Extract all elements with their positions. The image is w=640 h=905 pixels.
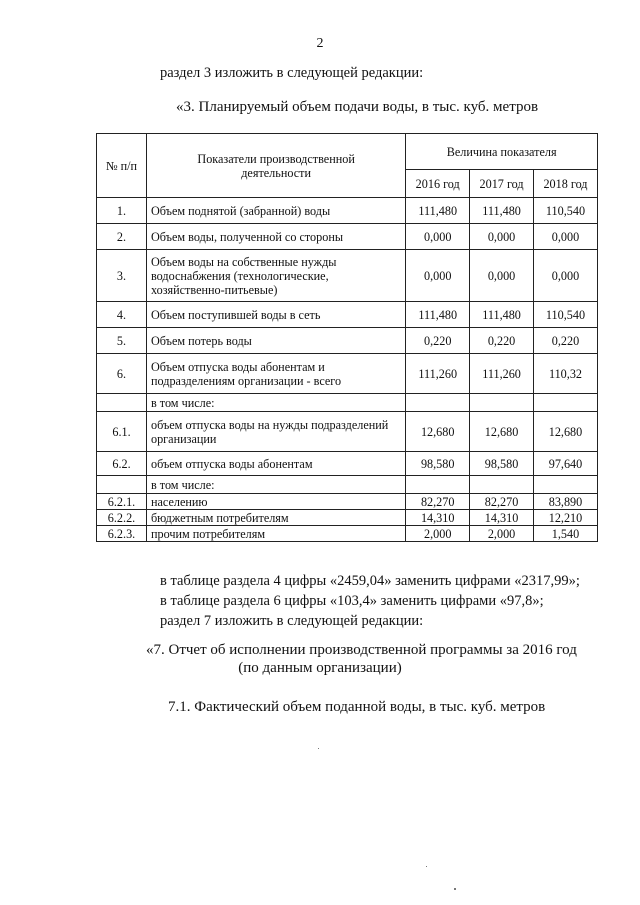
row-value — [406, 476, 470, 494]
row-value: 82,270 — [406, 494, 470, 510]
table-row — [97, 452, 598, 476]
row-value: 0,000 — [533, 250, 597, 302]
row-value: 98,580 — [470, 452, 534, 476]
section7-title-line1: «7. Отчет об исполнении производственной программы за 2016 год — [146, 642, 577, 658]
table-row — [97, 354, 598, 394]
amendment-line-3: раздел 7 изложить в следующей редакции: — [160, 613, 424, 629]
row-num: 6.2.3. — [97, 526, 147, 542]
header-indicator: Показатели производственной деятельности — [146, 134, 405, 198]
section7-title-line2: (по данным организации) — [238, 660, 402, 676]
table-row — [97, 510, 598, 526]
row-value: 111,260 — [470, 354, 534, 394]
header-value: Величина показателя — [406, 134, 598, 170]
row-value: 110,540 — [533, 302, 597, 328]
row-value: 14,310 — [406, 510, 470, 526]
row-value: 111,260 — [406, 354, 470, 394]
row-name: прочим потребителям — [146, 526, 405, 542]
row-value: 12,680 — [470, 412, 534, 452]
row-num: 4. — [97, 302, 147, 328]
row-value: 1,540 — [533, 526, 597, 542]
section3-title: «3. Планируемый объем подачи воды, в тыс. куб. метров — [176, 99, 539, 115]
row-num — [97, 476, 147, 494]
row-num: 6.2.1. — [97, 494, 147, 510]
row-value: 110,32 — [533, 354, 597, 394]
section71-title: 7.1. Фактический объем поданной воды, в тыс. куб. метров — [168, 699, 546, 715]
year-2018: 2018 год — [533, 170, 597, 198]
row-num: 3. — [97, 250, 147, 302]
row-value: 111,480 — [470, 302, 534, 328]
year-2016: 2016 год — [406, 170, 470, 198]
row-value: 82,270 — [470, 494, 534, 510]
row-value: 12,680 — [406, 412, 470, 452]
row-value: 2,000 — [406, 526, 470, 542]
row-value: 0,000 — [470, 250, 534, 302]
row-value: 98,580 — [406, 452, 470, 476]
row-value: 14,310 — [470, 510, 534, 526]
row-value — [406, 394, 470, 412]
amendment-line-2: в таблице раздела 6 цифры «103,4» заменить цифрами «97,8»; — [160, 593, 544, 609]
table-row — [97, 412, 598, 452]
row-value: 0,000 — [533, 224, 597, 250]
row-name: бюджетным потребителям — [146, 510, 405, 526]
table-row — [97, 394, 598, 412]
row-name: объем отпуска воды абонентам — [146, 452, 405, 476]
row-value — [470, 476, 534, 494]
row-value: 0,220 — [406, 328, 470, 354]
row-num: 2. — [97, 224, 147, 250]
row-value: 111,480 — [470, 198, 534, 224]
scan-speck — [426, 866, 427, 867]
row-value: 111,480 — [406, 198, 470, 224]
table-row — [97, 494, 598, 510]
table-header-row — [97, 134, 598, 170]
row-value: 0,000 — [406, 250, 470, 302]
scan-speck — [454, 888, 456, 890]
row-num: 6.2.2. — [97, 510, 147, 526]
row-name: Объем поступившей воды в сеть — [146, 302, 405, 328]
intro-text: раздел 3 изложить в следующей редакции: — [160, 65, 424, 81]
row-value: 0,000 — [406, 224, 470, 250]
row-value: 0,220 — [470, 328, 534, 354]
row-value: 0,000 — [470, 224, 534, 250]
row-value — [533, 476, 597, 494]
row-value: 111,480 — [406, 302, 470, 328]
table-row — [97, 526, 598, 542]
row-value: 110,540 — [533, 198, 597, 224]
page-number: 2 — [316, 36, 324, 51]
row-name: в том числе: — [146, 476, 405, 494]
row-num: 6.1. — [97, 412, 147, 452]
row-name: Объем воды, полученной со стороны — [146, 224, 405, 250]
row-name: Объем воды на собственные нужды водоснабжения (технологические, хозяйственно-питьевые) — [146, 250, 405, 302]
row-name: Объем потерь воды — [146, 328, 405, 354]
table-row — [97, 224, 598, 250]
row-name: в том числе: — [146, 394, 405, 412]
row-value: 0,220 — [533, 328, 597, 354]
scan-speck — [318, 748, 319, 749]
amendment-line-1: в таблице раздела 4 цифры «2459,04» заменить цифрами «2317,99»; — [160, 573, 580, 589]
row-name: Объем отпуска воды абонентам и подразделениям организации - всего — [146, 354, 405, 394]
table-row — [97, 250, 598, 302]
row-value: 12,210 — [533, 510, 597, 526]
row-name: объем отпуска воды на нужды подразделений организации — [146, 412, 405, 452]
table-row — [97, 476, 598, 494]
row-num — [97, 394, 147, 412]
row-num: 6.2. — [97, 452, 147, 476]
header-num: № п/п — [97, 134, 147, 198]
row-num: 1. — [97, 198, 147, 224]
row-value — [533, 394, 597, 412]
row-value — [470, 394, 534, 412]
row-name: населению — [146, 494, 405, 510]
row-num: 5. — [97, 328, 147, 354]
indicators-table — [96, 133, 598, 542]
table-row — [97, 302, 598, 328]
table-row — [97, 198, 598, 224]
table-row — [97, 328, 598, 354]
row-value: 97,640 — [533, 452, 597, 476]
row-num: 6. — [97, 354, 147, 394]
row-value: 2,000 — [470, 526, 534, 542]
year-2017: 2017 год — [470, 170, 534, 198]
row-value: 12,680 — [533, 412, 597, 452]
row-name: Объем поднятой (забранной) воды — [146, 198, 405, 224]
row-value: 83,890 — [533, 494, 597, 510]
